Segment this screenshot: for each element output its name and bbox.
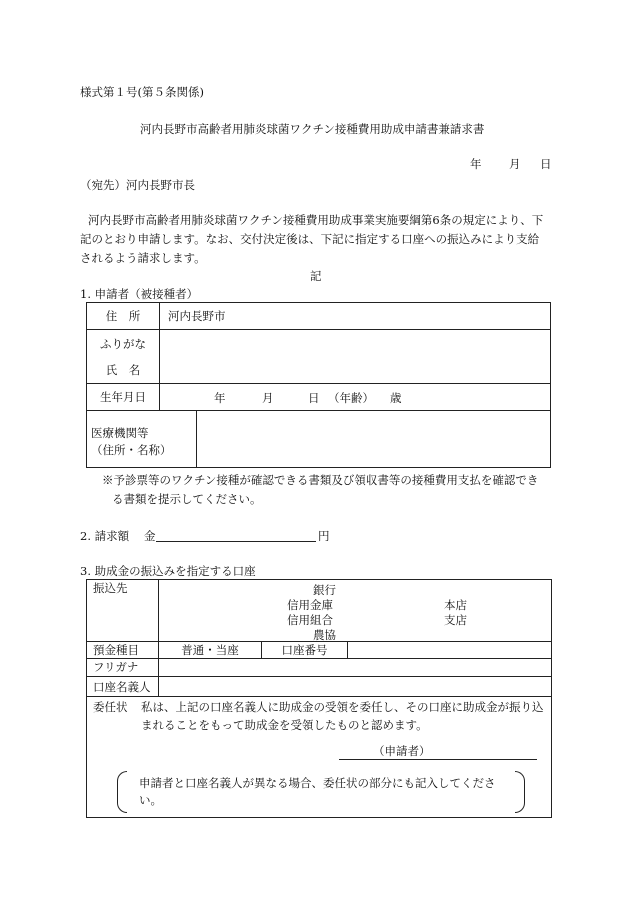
branch-type-shiten: 支店 <box>444 613 467 627</box>
account-number-field[interactable] <box>348 642 552 659</box>
bracket-note-line: い。 <box>139 793 162 807</box>
bracket-note <box>117 771 525 811</box>
bank-table <box>86 579 552 818</box>
bank-type-ginko: 銀行 <box>313 583 336 597</box>
clinic-field[interactable] <box>197 411 551 468</box>
proxy-line: まれることをもって助成金を受領したものと認めます。 <box>141 718 428 732</box>
body-line: 河内長野市高齢者用肺炎球菌ワクチン接種費用助成事業実施要綱第6条の規定により、下 <box>88 213 544 227</box>
proxy-cell <box>87 697 552 818</box>
address-field[interactable]: 河内長野市 <box>160 303 551 330</box>
age-label: （年齢） <box>328 391 374 405</box>
amount-kin-label: 金 <box>144 529 156 543</box>
deposit-type-field[interactable]: 普通・当座 <box>159 642 262 659</box>
account-holder-field[interactable] <box>159 677 552 697</box>
left-bracket <box>117 771 127 813</box>
furigana-label: フリガナ <box>87 659 159 677</box>
name-label: 氏 名 <box>105 362 141 377</box>
account-holder-label: 口座名義人 <box>87 677 159 697</box>
addressee: （宛先）河内長野市長 <box>80 178 195 192</box>
section2-heading: 2. 請求額 <box>80 529 130 543</box>
note-line: る書類を提示してください。 <box>112 492 262 506</box>
age-unit-label: 歳 <box>390 391 402 405</box>
form-number: 様式第１号(第５条関係) <box>80 85 204 99</box>
furigana-label: ふりがな <box>100 336 146 351</box>
ki-mark: 記 <box>310 269 322 283</box>
applicant-signature-field[interactable] <box>339 744 537 760</box>
clinic-label: 医療機関等 <box>91 426 149 440</box>
bank-type-shinkumi: 信用組合 <box>287 613 333 627</box>
name-field[interactable] <box>160 330 551 384</box>
proxy-line: 私は、上記の口座名義人に助成金の受領を委任し、その口座に助成金が振り込 <box>141 700 544 714</box>
deposit-type-label: 預金種目 <box>87 642 159 659</box>
bank-type-nokyo: 農協 <box>313 628 336 642</box>
address-label: 住 所 <box>87 303 160 330</box>
dob-label: 生年月日 <box>87 384 160 411</box>
proxy-label: 委任状 <box>93 700 128 714</box>
date-day-label: 日 <box>540 157 552 171</box>
name-label-cell <box>87 330 160 384</box>
dob-year-label: 年 <box>214 391 226 405</box>
clinic-label-cell <box>87 411 197 468</box>
applicant-mark: （申請者） <box>373 744 431 758</box>
dob-field[interactable] <box>160 384 551 411</box>
date-year-label: 年 <box>470 157 482 171</box>
body-line: 記のとおり申請します。なお、交付決定後は、下記に指定する口座への振込みにより支給 <box>80 232 540 246</box>
dob-month-label: 月 <box>262 391 274 405</box>
body-line: されるよう請求します。 <box>80 251 206 265</box>
note-line: ※予診票等のワクチン接種が確認できる書類及び領収書等の接種費用支払を確認でき <box>102 473 539 487</box>
date-month-label: 月 <box>509 157 521 171</box>
transfer-field[interactable] <box>159 580 552 642</box>
dob-day-label: 日 <box>308 391 320 405</box>
section3-heading: 3. 助成金の振込みを指定する口座 <box>80 564 256 578</box>
amount-yen-label: 円 <box>318 529 330 543</box>
applicant-table <box>86 302 551 468</box>
document-title: 河内長野市高齢者用肺炎球菌ワクチン接種費用助成申請書兼請求書 <box>140 122 485 136</box>
section1-heading: 1. 申請者（被接種者） <box>80 287 199 301</box>
amount-field[interactable] <box>156 541 316 542</box>
transfer-label: 振込先 <box>87 580 159 642</box>
account-holder-furigana-field[interactable] <box>159 659 552 677</box>
right-bracket <box>515 771 525 813</box>
clinic-label-sub: （住所・名称） <box>91 443 172 457</box>
branch-type-honten: 本店 <box>444 598 467 612</box>
bank-type-shinkin: 信用金庫 <box>287 598 333 612</box>
bracket-note-line: 申請者と口座名義人が異なる場合、委任状の部分にも記入してくださ <box>139 776 496 790</box>
account-number-label: 口座番号 <box>262 642 348 659</box>
